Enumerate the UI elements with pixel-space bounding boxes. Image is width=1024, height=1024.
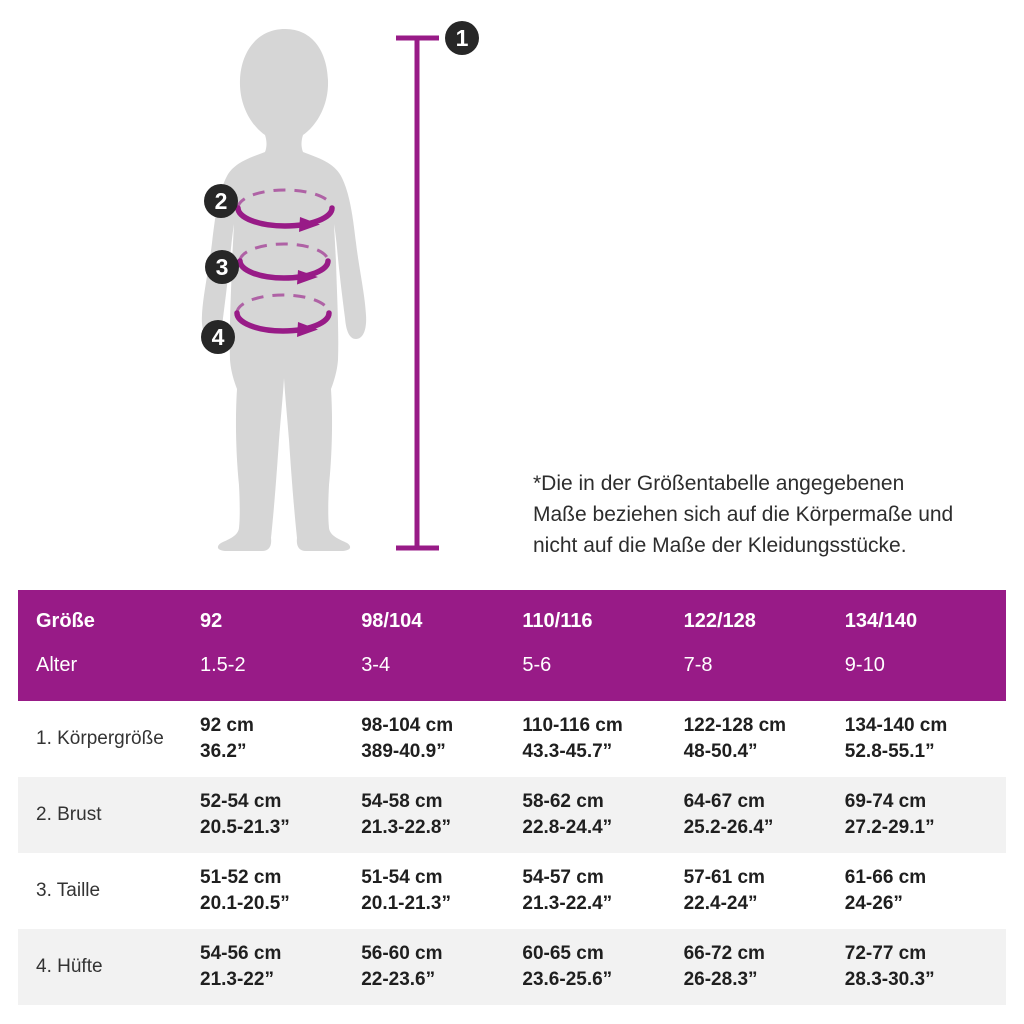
value-cm: 92 cm <box>200 715 254 736</box>
value-inch: 21.3-22” <box>200 969 274 990</box>
row-label: 3. Taille <box>36 880 101 901</box>
header-value: 7-8 <box>683 653 713 676</box>
value-inch: 48-50.4” <box>683 741 758 762</box>
table-cell <box>522 865 683 917</box>
table-cell <box>845 713 1006 765</box>
value-inch: 22.4-24” <box>683 893 758 914</box>
value-inch: 23.6-25.6” <box>522 969 613 990</box>
badge-4-number: 4 <box>211 324 225 350</box>
value-cm: 122-128 cm <box>683 715 787 736</box>
badge-1 <box>445 21 479 55</box>
value-inch: 21.3-22.8” <box>361 817 451 838</box>
header-row-age <box>36 643 1006 687</box>
header-row-label: Größe <box>36 609 95 632</box>
value-cm: 60-65 cm <box>522 943 604 964</box>
table-cell <box>200 941 361 993</box>
header-value: 5-6 <box>522 653 552 676</box>
header-row-label: Alter <box>36 653 78 676</box>
table-cell <box>200 865 361 917</box>
table-cell <box>684 941 845 993</box>
badge-3-number: 3 <box>215 254 229 280</box>
value-cm: 51-54 cm <box>361 867 443 888</box>
value-inch: 21.3-22.4” <box>522 893 613 914</box>
value-inch: 25.2-26.4” <box>683 817 774 838</box>
child-silhouette-icon <box>202 29 366 551</box>
table-cell <box>845 865 1006 917</box>
badge-2-number: 2 <box>214 188 228 214</box>
value-cm: 61-66 cm <box>844 867 927 888</box>
value-inch: 20.1-20.5” <box>200 893 290 914</box>
table-header <box>18 590 1006 701</box>
value-inch: 22.8-24.4” <box>522 817 613 838</box>
table-row <box>18 777 1006 853</box>
header-value: 3-4 <box>361 653 391 676</box>
row-label: 2. Brust <box>36 804 102 825</box>
table-cell <box>845 941 1006 993</box>
table-cell <box>361 865 522 917</box>
value-inch: 389-40.9” <box>361 741 446 762</box>
value-cm: 54-56 cm <box>200 943 282 964</box>
table-cell <box>684 865 845 917</box>
table-cell <box>522 789 683 841</box>
value-cm: 52-54 cm <box>200 791 282 812</box>
value-cm: 134-140 cm <box>844 715 948 736</box>
value-cm: 54-58 cm <box>361 791 443 812</box>
table-cell <box>684 789 845 841</box>
value-inch: 43.3-45.7” <box>522 741 613 762</box>
badge-3 <box>205 250 239 284</box>
table-cell <box>200 713 361 765</box>
table-row <box>18 853 1006 929</box>
header-value: 110/116 <box>522 609 593 632</box>
row-label: 4. Hüfte <box>36 956 103 977</box>
value-inch: 24-26” <box>844 893 903 914</box>
value-cm: 72-77 cm <box>844 943 927 964</box>
header-value: 1.5-2 <box>200 653 246 676</box>
badge-4 <box>201 320 235 354</box>
value-cm: 110-116 cm <box>522 715 623 736</box>
disclaimer-note <box>533 468 993 561</box>
header-value: 9-10 <box>844 653 885 676</box>
value-cm: 98-104 cm <box>361 715 454 736</box>
table-cell <box>522 713 683 765</box>
table-cell <box>684 713 845 765</box>
header-value: 122/128 <box>683 609 756 632</box>
table-cell <box>361 941 522 993</box>
value-cm: 51-52 cm <box>200 867 282 888</box>
value-cm: 58-62 cm <box>522 791 604 812</box>
table-cell <box>361 713 522 765</box>
badge-2 <box>204 184 238 218</box>
value-inch: 28.3-30.3” <box>844 969 935 990</box>
size-table <box>18 590 1006 1005</box>
disclaimer-line-3: nicht auf die Maße der Kleidungsstücke. <box>533 534 907 557</box>
table-cell <box>361 789 522 841</box>
header-value: 92 <box>200 609 223 632</box>
disclaimer-line-2: Maße beziehen sich auf die Körpermaße und <box>533 503 954 526</box>
value-inch: 20.1-21.3” <box>361 893 451 914</box>
header-value: 134/140 <box>844 609 918 632</box>
value-cm: 64-67 cm <box>683 791 765 812</box>
value-inch: 22-23.6” <box>361 969 436 990</box>
header-row-size <box>36 599 1006 643</box>
value-cm: 57-61 cm <box>683 867 765 888</box>
value-inch: 27.2-29.1” <box>844 817 935 838</box>
value-inch: 36.2” <box>200 741 247 762</box>
disclaimer-line-1: *Die in der Größentabelle angegebenen <box>533 472 905 495</box>
value-inch: 20.5-21.3” <box>200 817 290 838</box>
badge-1-number: 1 <box>455 25 469 51</box>
value-cm: 54-57 cm <box>522 867 604 888</box>
value-cm: 69-74 cm <box>844 791 927 812</box>
row-label: 1. Körpergröße <box>36 728 164 749</box>
value-cm: 56-60 cm <box>361 943 443 964</box>
header-value: 98/104 <box>361 609 423 632</box>
table-row <box>18 701 1006 777</box>
table-cell <box>845 789 1006 841</box>
table-row <box>18 929 1006 1005</box>
value-cm: 66-72 cm <box>683 943 765 964</box>
value-inch: 26-28.3” <box>683 969 758 990</box>
table-cell <box>200 789 361 841</box>
height-measure-line <box>396 38 439 548</box>
value-inch: 52.8-55.1” <box>844 741 935 762</box>
table-cell <box>522 941 683 993</box>
